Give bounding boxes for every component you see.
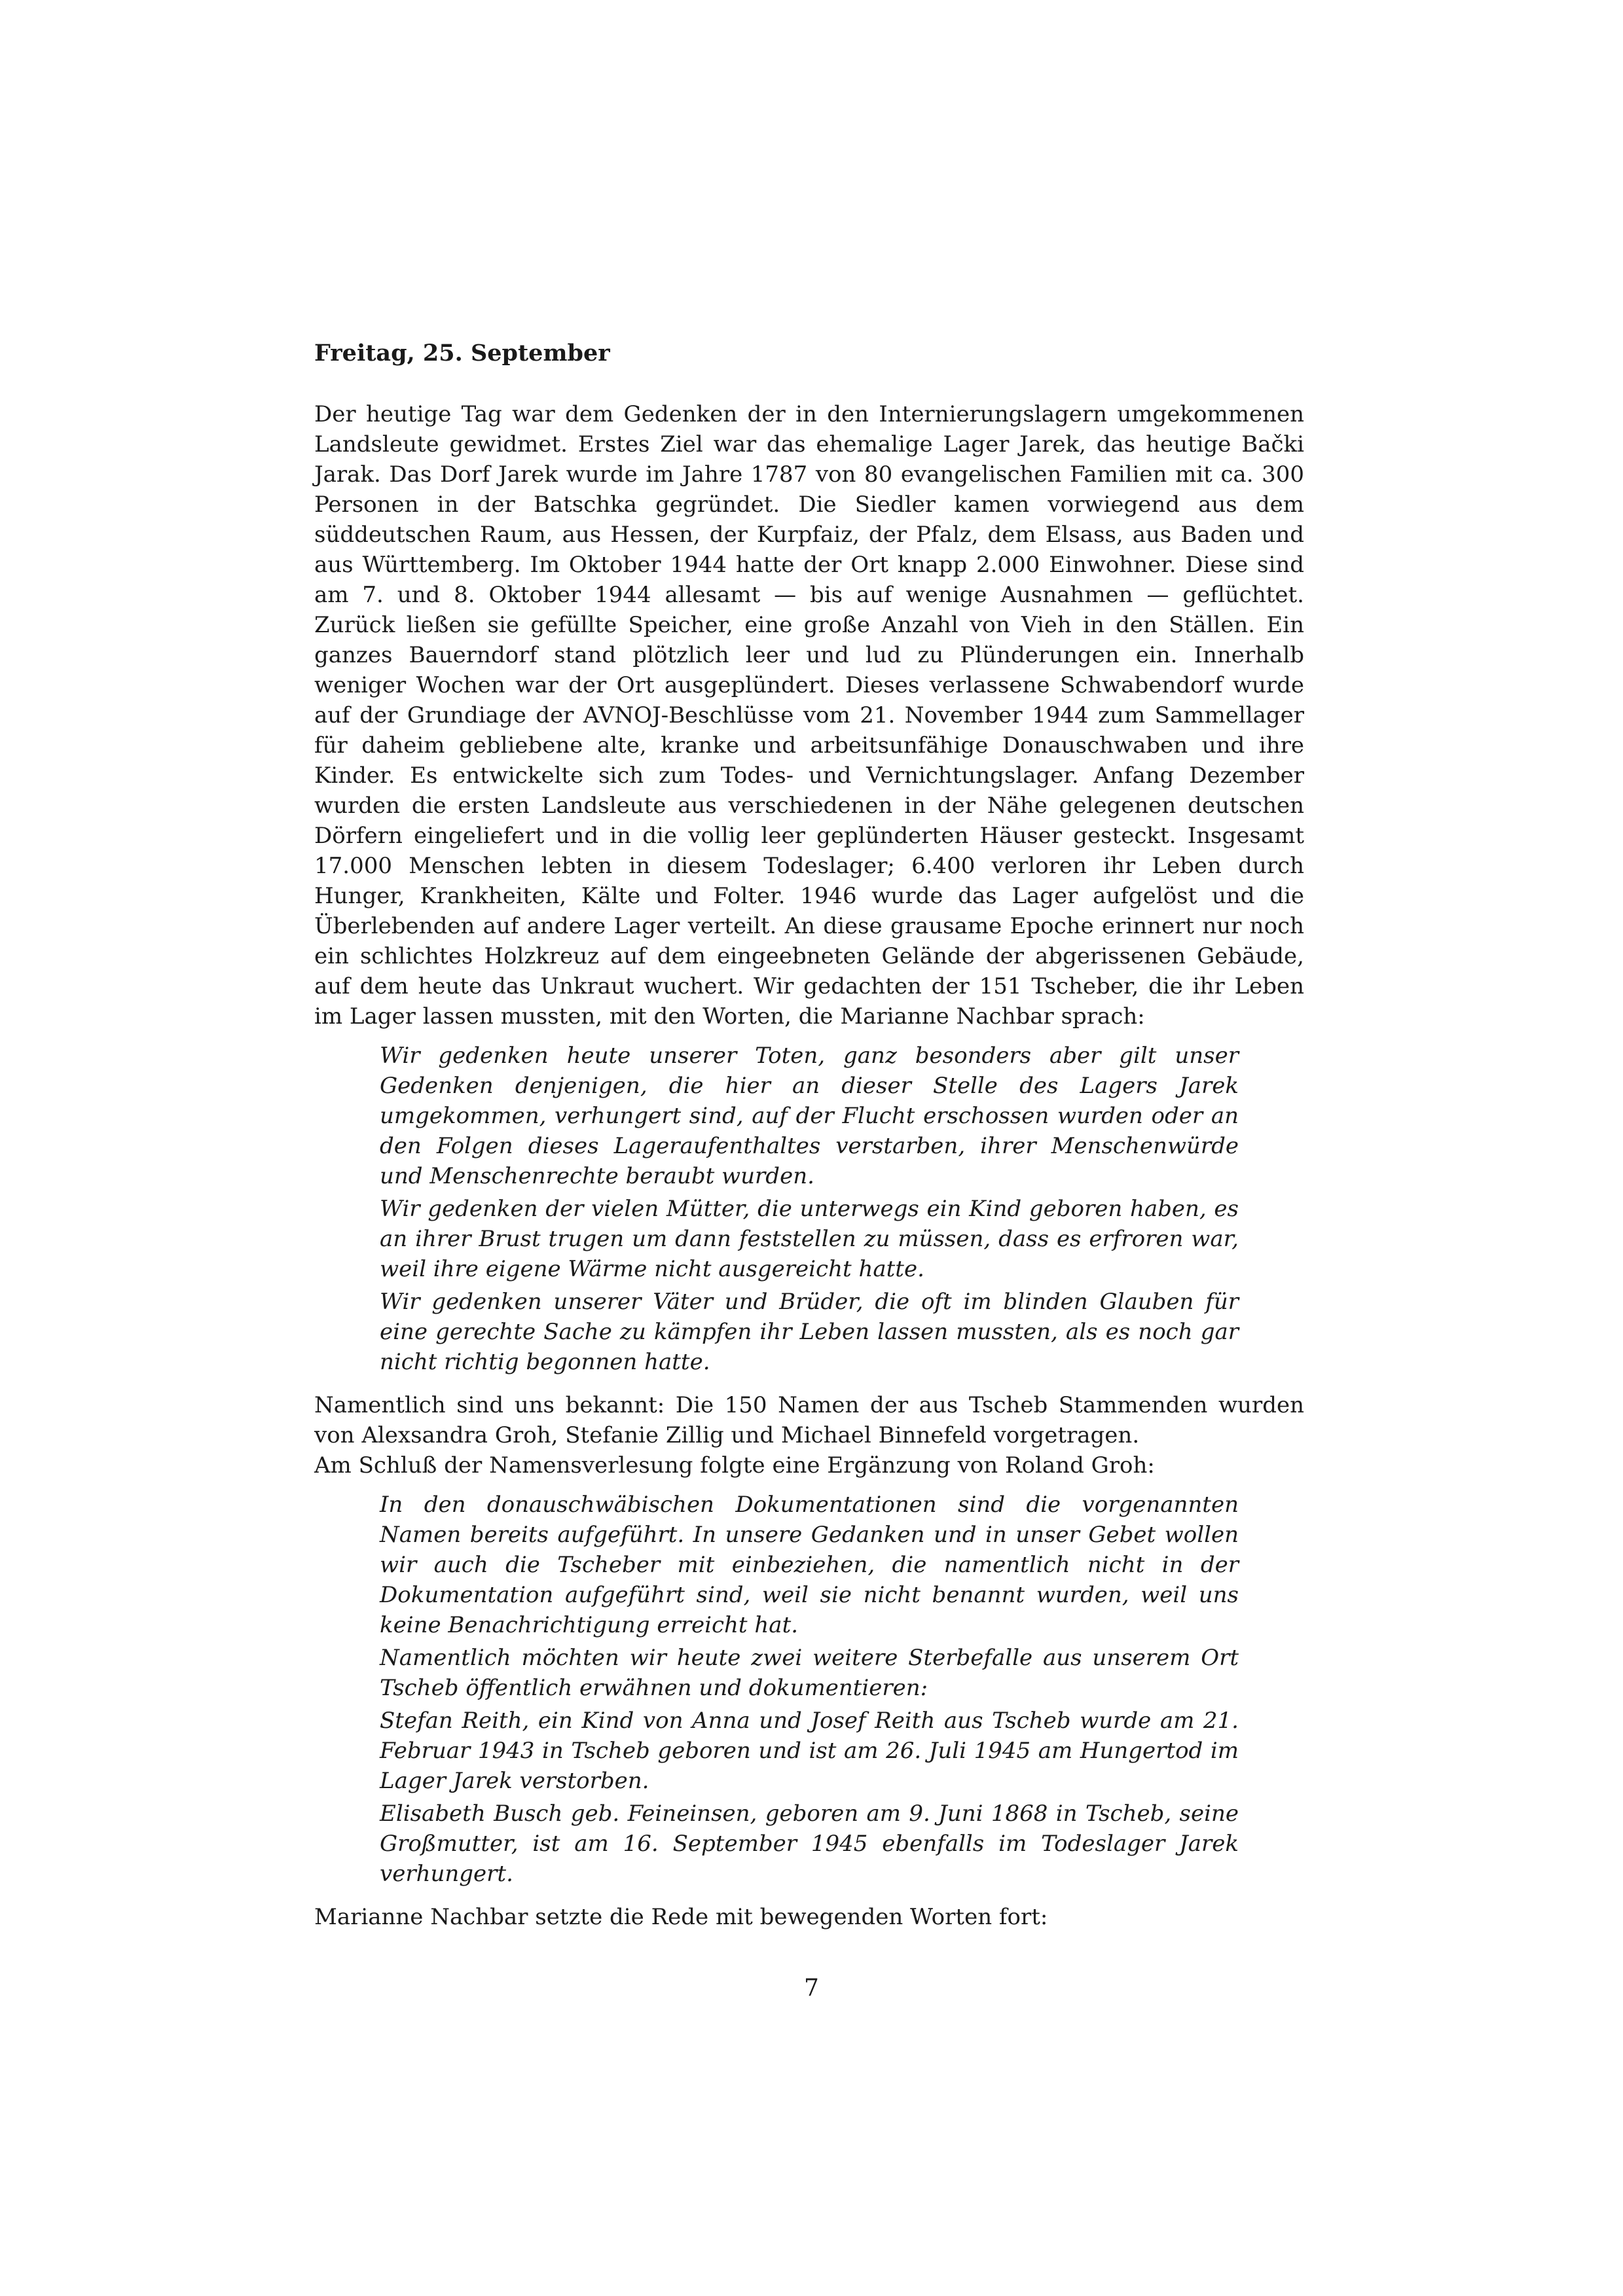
body-paragraph-2: Namentlich sind uns bekannt: Die 150 Namen der aus Tscheb Stammenden wurden von Alexsandra Groh, Stefanie Zillig und Michael Binnefeld vorgetragen. (314, 1392, 1304, 1448)
quote-2-paragraph: In den donauschwäbischen Dokumentationen sind die vorgenannten Namen bereits aufgeführt. In unsere Gedanken und in unser Gebet wollen wir auch die Tscheber mit einbeziehen, die namentlich nicht in der Dokumentation aufgeführt sind, weil sie nicht benannt wurden, weil uns keine Benachrichtigung erreicht hat. (380, 1492, 1239, 1638)
quote-2-paragraph: Stefan Reith, ein Kind von Anna und Josef Reith aus Tscheb wurde am 21. Februar 1943 in Tscheb geboren und ist am 26. Juli 1945 am Hungertod im Lager Jarek verstorben. (380, 1708, 1239, 1794)
body-paragraph-1: Der heutige Tag war dem Gedenken der in den Internierungslagern umgekommenen Landsleute gewidmet. Erstes Ziel war das ehemalige Lager Jarek, das heutige Bački Jarak. Das Dorf Jarek wurde im Jahre 1787 von 80 evangelischen Familien mit ca. 300 Personen in der Batschka gegründet. Die Siedler kamen vorwiegend aus dem süddeutschen Raum, aus Hessen, der Kurpfaiz, der Pfalz, dem Elsass, aus Baden und aus Württemberg. Im Oktober 1944 hatte der Ort knapp 2.000 Einwohner. Diese sind am 7. und 8. Oktober 1944 allesamt — bis auf wenige Ausnahmen — geflüchtet. Zurück ließen sie gefüllte Speicher, eine große Anzahl von Vieh in den Ställen. Ein ganzes Bauerndorf stand plötzlich leer und lud zu Plünderungen ein. Innerhalb weniger Wochen war der Ort ausgeplündert. Dieses verlassene Schwabendorf wurde auf der Grundiage der AVNOJ-Beschlüsse vom 21. November 1944 zum Sammellager für daheim gebliebene alte, kranke und arbeitsunfähige Donauschwaben und ihre Kinder. Es entwickelte sich zum Todes- und Vernichtungslager. Anfang Dezember wurden die ersten Landsleute aus verschiedenen in der Nähe gelegenen deutschen Dörfern eingeliefert und in die vollig leer geplünderten Häuser gesteckt. Insgesamt 17.000 Menschen lebten in diesem Todeslager; 6.400 verloren ihr Leben durch Hunger, Krankheiten, Kälte und Folter. 1946 wurde das Lager aufgelöst und die Überlebenden auf andere Lager verteilt. An diese grausame Epoche erinnert nur noch ein schlichtes Holzkreuz auf dem eingeebneten Gelände der abgerissenen Gebäude, auf dem heute das Unkraut wuchert. Wir gedachten der 151 Tscheber, die ihr Leben im Lager lassen mussten, mit den Worten, die Marianne Nachbar sprach: (314, 401, 1304, 1030)
page-number: 7 (804, 1975, 819, 2001)
quote-2-paragraph: Namentlich möchten wir heute zwei weitere Sterbefalle aus unserem Ort Tscheb öffentlich erwähnen und dokumentieren: (380, 1645, 1239, 1701)
quote-1-paragraph: Wir gedenken heute unserer Toten, ganz besonders aber gilt unser Gedenken denjenigen, die hier an dieser Stelle des Lagers Jarek umgekommen, verhungert sind, auf der Flucht erschossen wurden oder an den Folgen dieses Lageraufenthaltes verstarben, ihrer Menschenwürde und Menschenrechte beraubt wurden. (380, 1043, 1239, 1189)
quote-1-paragraph: Wir gedenken unserer Väter und Brüder, die oft im blinden Glauben für eine gerechte Sache zu kämpfen ihr Leben lassen mussten, als es noch gar nicht richtig begonnen hatte. (380, 1289, 1239, 1375)
quote-block-1 (380, 1041, 1239, 1377)
quote-2-paragraph: Elisabeth Busch geb. Feineinsen, geboren am 9. Juni 1868 in Tscheb, seine Großmutter, ist am 16. September 1945 ebenfalls im Todeslager Jarek verhungert. (380, 1801, 1239, 1887)
quote-block-2 (380, 1490, 1239, 1889)
quote-1-paragraph: Wir gedenken der vielen Mütter, die unterwegs ein Kind geboren haben, es an ihrer Brust trugen um dann feststellen zu müssen, dass es erfroren war, weil ihre eigene Wärme nicht ausgereicht hatte. (380, 1196, 1239, 1282)
section-heading: Freitag, 25. September (314, 340, 610, 367)
body-paragraph-4: Marianne Nachbar setzte die Rede mit bewegenden Worten fort: (314, 1904, 1048, 1930)
document-page (314, 339, 1304, 1932)
body-paragraph-3: Am Schluß der Namensverlesung folgte eine Ergänzung von Roland Groh: (314, 1452, 1155, 1479)
